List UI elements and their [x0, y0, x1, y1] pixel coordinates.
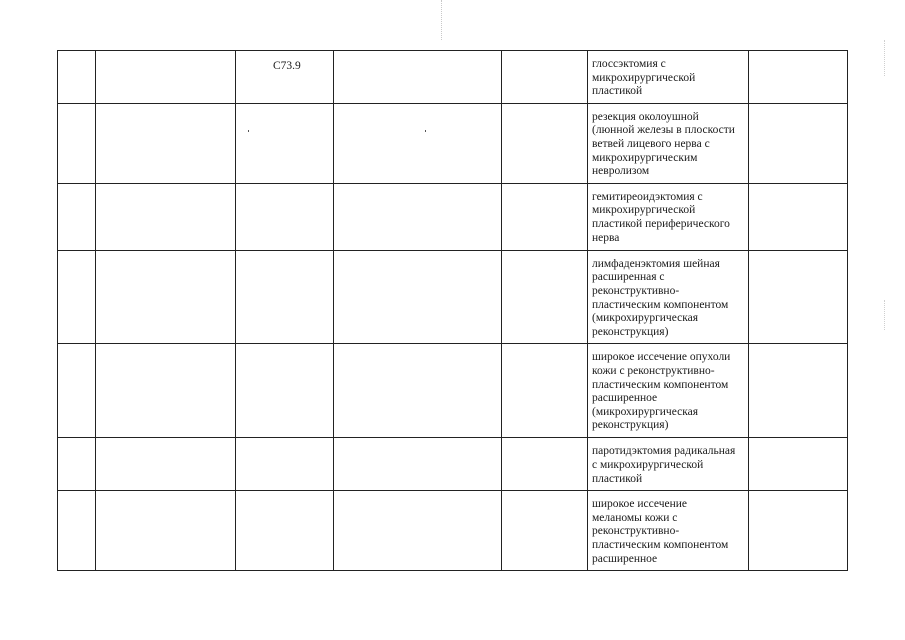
direction-cell: [96, 491, 236, 571]
procedure-text: широкое иссечение опухоли кожи с реконструктивно- пластическим компонентом расширенное (микрохирургическая реконструкция): [592, 351, 731, 432]
icd-code-cell: [236, 250, 334, 344]
procedure-cell: [588, 183, 749, 250]
table-row: [58, 438, 848, 491]
row-number-cell: [58, 250, 96, 344]
procedure-cell: [588, 103, 749, 183]
treatment-type-cell: [502, 103, 588, 183]
patient-model-cell: [334, 438, 502, 491]
procedure-text: лимфаденэктомия шейная расширенная с реконструктивно- пластическим компонентом (микрохирургическая реконструкция): [592, 257, 729, 338]
direction-cell: [96, 250, 236, 344]
direction-cell: [96, 51, 236, 104]
table-row: [58, 491, 848, 571]
direction-cell: [96, 183, 236, 250]
treatment-type-cell: [502, 438, 588, 491]
norm-cell: [749, 103, 848, 183]
scan-speck: [248, 130, 249, 132]
treatment-type-cell: [502, 183, 588, 250]
procedure-text: резекция околоушной (люнной железы в плоскости ветвей лицевого нерва с микрохирургическим невролизом: [592, 110, 735, 178]
procedure-cell: [588, 491, 749, 571]
treatment-type-cell: [502, 491, 588, 571]
scan-margin-mark: [884, 40, 885, 76]
row-number-cell: [58, 51, 96, 104]
patient-model-cell: [334, 183, 502, 250]
treatment-type-cell: [502, 51, 588, 104]
icd-code: C73.9: [273, 60, 301, 72]
norm-cell: [749, 250, 848, 344]
treatment-type-cell: [502, 344, 588, 438]
procedure-cell: [588, 51, 749, 104]
norm-cell: [749, 491, 848, 571]
table-row: [58, 344, 848, 438]
icd-code-cell: [236, 183, 334, 250]
row-number-cell: [58, 438, 96, 491]
norm-cell: [749, 344, 848, 438]
scan-margin-mark: [884, 300, 885, 330]
treatment-type-cell: [502, 250, 588, 344]
patient-model-cell: [334, 250, 502, 344]
norm-cell: [749, 51, 848, 104]
icd-code-cell: [236, 51, 334, 104]
scan-fold-line: [441, 0, 442, 40]
direction-cell: [96, 438, 236, 491]
patient-model-cell: [334, 51, 502, 104]
table-row: [58, 51, 848, 104]
procedure-cell: [588, 438, 749, 491]
norm-cell: [749, 183, 848, 250]
icd-code-cell: [236, 103, 334, 183]
row-number-cell: [58, 344, 96, 438]
row-number-cell: [58, 183, 96, 250]
table-row: [58, 250, 848, 344]
patient-model-cell: [334, 491, 502, 571]
patient-model-cell: [334, 103, 502, 183]
scan-speck: [425, 130, 426, 132]
patient-model-cell: [334, 344, 502, 438]
procedure-cell: [588, 250, 749, 344]
direction-cell: [96, 103, 236, 183]
icd-code-cell: [236, 344, 334, 438]
procedure-text: гемитиреоидэктомия с микрохирургической пластикой периферического нерва: [592, 190, 730, 244]
table-row: [58, 183, 848, 250]
procedure-cell: [588, 344, 749, 438]
table-row: [58, 103, 848, 183]
icd-code-cell: [236, 491, 334, 571]
row-number-cell: [58, 491, 96, 571]
row-number-cell: [58, 103, 96, 183]
procedure-text: широкое иссечение меланомы кожи с реконструктивно- пластическим компонентом расширенное: [592, 498, 729, 565]
icd-code-cell: [236, 438, 334, 491]
procedure-text: глоссэктомия с микрохирургической пластикой: [592, 58, 696, 98]
direction-cell: [96, 344, 236, 438]
norm-cell: [749, 438, 848, 491]
procedure-text: паротидэктомия радикальная с микрохирургической пластикой: [592, 445, 736, 485]
procedures-table: [57, 50, 848, 571]
